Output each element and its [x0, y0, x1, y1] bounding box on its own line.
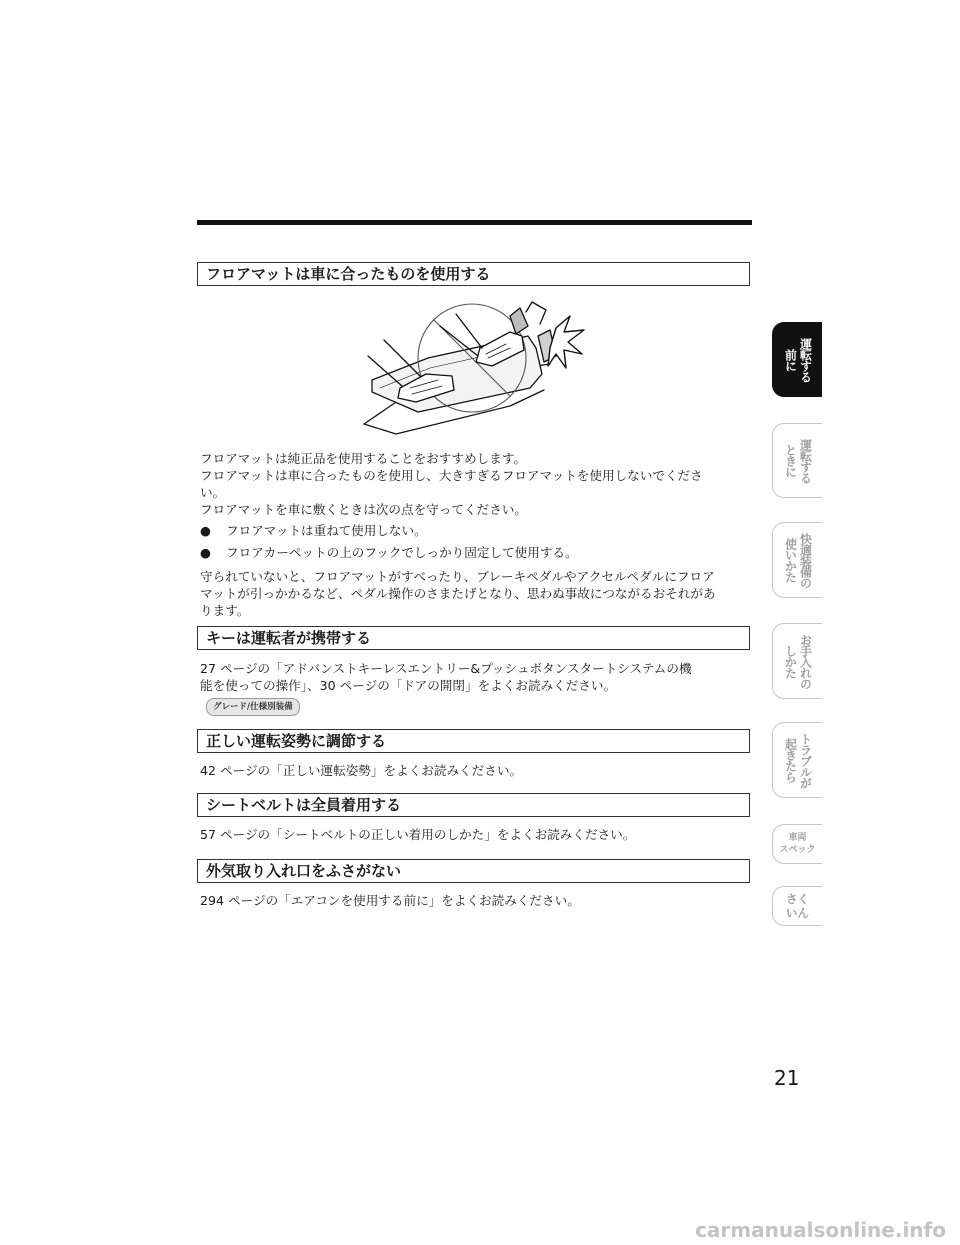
- side-tab-label: いん: [786, 906, 809, 920]
- page-number: 21: [774, 1066, 800, 1090]
- bullet-text: フロアカーペットの上のフックでしっかり固定して使用する。: [226, 545, 578, 560]
- floor-mat-warning-line-3: ります。: [200, 603, 250, 618]
- bullet-dot-icon: ●: [200, 545, 211, 560]
- side-tab-label: 運転する: [798, 438, 813, 483]
- key-line-2: 能を使っての操作」、30 ページの「ドアの開閉」をよくお読みください。: [200, 678, 617, 693]
- side-tab-vehicle-specs[interactable]: [772, 824, 822, 864]
- side-tab-troubleshooting[interactable]: [772, 722, 822, 798]
- posture-text: 42 ページの「正しい運転姿勢」をよくお読みください。: [200, 763, 523, 778]
- floor-mat-line-4: フロアマットを車に敷くときは次の点を守ってください。: [200, 502, 527, 517]
- side-tab-label: お手入れの: [798, 633, 813, 689]
- air-intake-heading: 外気取り入れ口をふさがない: [197, 859, 750, 883]
- bullet-dot-icon: ●: [200, 523, 211, 538]
- air-intake-text: 294 ページの「エアコンを使用する前に」をよくお読みください。: [200, 893, 580, 908]
- floor-mat-heading: フロアマットは車に合ったものを使用する: [197, 262, 750, 286]
- side-tab-label: トラブルが: [798, 732, 813, 788]
- key-line-1: 27 ページの「アドバンストキーレスエントリー&プッシュボタンスタートシステムの機: [200, 661, 692, 676]
- floor-mat-line-2: フロアマットは車に合ったものを使用し、大きすぎるフロアマットを使用しないでくださ: [200, 468, 703, 483]
- floor-mat-pedal-interference-illustration: [360, 296, 592, 438]
- side-tab-label: 前に: [783, 348, 798, 371]
- floor-mat-warning-line-2: マットが引っかかるなど、ペダル操作のさまたげとなり、思わぬ事故につながるおそれがあ: [200, 586, 716, 601]
- side-tab-label: 快適装備の: [798, 532, 813, 588]
- seatbelt-text: 57 ページの「シートベルトの正しい着用のしかた」をよくお読みください。: [200, 827, 636, 842]
- bullet-item: [200, 544, 578, 561]
- watermark: carmanualsonline.info: [695, 1218, 946, 1242]
- side-tab-comfort-equipment[interactable]: [772, 522, 822, 598]
- side-tab-while-driving[interactable]: [772, 423, 822, 498]
- side-tab-label: 使いかた: [783, 538, 798, 582]
- floor-mat-line-1: フロアマットは純正品を使用することをおすすめします。: [200, 451, 527, 466]
- side-tab-before-driving[interactable]: [772, 322, 822, 397]
- side-tab-label: 車両: [788, 833, 807, 843]
- floor-mat-warning-line-1: 守られていないと、フロアマットがすべったり、ブレーキペダルやアクセルペダルにフロア: [200, 569, 715, 584]
- bullet-text: フロアマットは重ねて使用しない。: [226, 523, 427, 538]
- side-tab-label: しかた: [783, 644, 798, 678]
- top-rule: [197, 220, 752, 225]
- side-tab-label: スペック: [779, 845, 816, 855]
- side-tab-label: さく: [786, 892, 809, 906]
- key-heading: キーは運転者が携帯する: [197, 626, 750, 650]
- side-tab-label: ときに: [783, 444, 798, 477]
- posture-heading: 正しい運転姿勢に調節する: [197, 729, 750, 753]
- seatbelt-heading: シートベルトは全員着用する: [197, 793, 750, 817]
- grade-spec-badge: グレード/仕様別装備: [206, 698, 300, 716]
- side-tab-label: 運転する: [798, 337, 813, 382]
- side-tab-index[interactable]: [772, 886, 822, 926]
- side-tab-label: 起きたら: [783, 738, 798, 782]
- bullet-item: [200, 522, 427, 539]
- side-tab-maintenance[interactable]: [772, 623, 822, 699]
- floor-mat-line-3: い。: [200, 485, 226, 500]
